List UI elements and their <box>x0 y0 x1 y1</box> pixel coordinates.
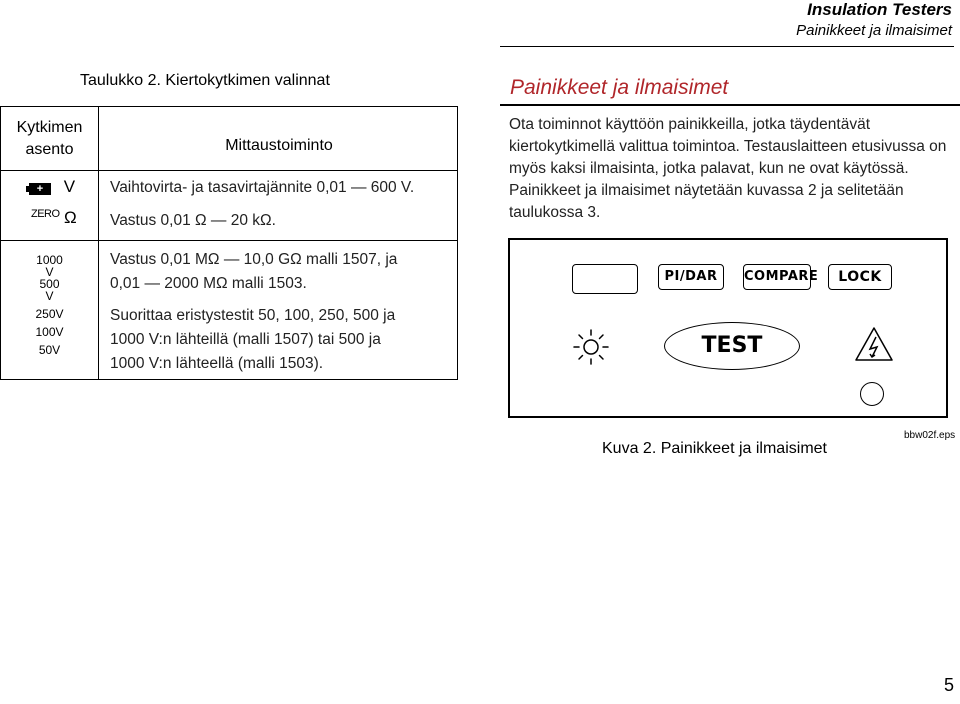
range-unit: V <box>45 289 54 303</box>
compare-button: COMPARE <box>743 264 811 290</box>
test-button: TEST <box>664 322 800 370</box>
table-row-divider <box>1 240 457 241</box>
table-header-divider <box>1 170 457 171</box>
pi-dar-button: PI/DAR <box>658 264 724 290</box>
running-header-subtitle: Painikkeet ja ilmaisimet <box>796 22 952 39</box>
zero-label: ZERO <box>31 208 60 220</box>
range-1000v: 1000 <box>36 253 63 267</box>
range-50v: 50V <box>38 343 61 357</box>
switch-settings-table <box>0 106 458 380</box>
running-header-title: Insulation Testers <box>807 0 952 19</box>
section-paragraph: Ota toiminnot käyttöön painikkeilla, jotka täydentävät kiertokytkimellä valittua toimintoa. Testauslaitteen etusivussa on myös kaksi ilmaisinta, jotka palavat, kun ne ovat käytössä. Painikkeet ja ilmaisimet näytetään kuvassa 2 ja selitetään taulukossa 3. <box>509 116 947 221</box>
section-divider <box>500 104 960 106</box>
front-panel-figure <box>508 238 948 418</box>
table-row <box>31 208 77 228</box>
row-function-text: Vastus 0,01 MΩ — 10,0 GΩ malli 1507, ja <box>110 251 398 268</box>
high-voltage-warning-icon <box>854 326 894 362</box>
table-row <box>29 177 75 197</box>
range-100v: 100V <box>35 325 64 339</box>
table-row <box>11 253 88 358</box>
header-divider <box>500 46 954 47</box>
range-500v: 500 <box>39 277 60 291</box>
row-function-text: Suorittaa eristystestit 50, 100, 250, 500 ja <box>110 307 396 324</box>
indicator-light <box>860 382 884 406</box>
table-caption: Taulukko 2. Kiertokytkimen valinnat <box>80 72 330 89</box>
figure-caption: Kuva 2. Painikkeet ja ilmaisimet <box>602 440 827 457</box>
column-header-position: Kytkimen asento <box>16 119 83 158</box>
blank-button <box>572 264 638 294</box>
row-function-text: Vaihtovirta- ja tasavirtajännite 0,01 — 600 V. <box>110 179 415 196</box>
row-function-text: 1000 V:n lähteellä (malli 1503). <box>110 355 324 372</box>
row-function-text: 1000 V:n lähteillä (malli 1507) tai 500 ja <box>110 331 381 348</box>
battery-icon: + <box>29 183 51 195</box>
section-title: Painikkeet ja ilmaisimet <box>510 76 729 99</box>
column-header-function: Mittaustoiminto <box>225 137 333 154</box>
ohm-symbol: Ω <box>64 208 77 227</box>
row-function-text: 0,01 — 2000 MΩ malli 1503. <box>110 275 307 292</box>
position-symbol-volts: V <box>63 177 76 196</box>
row-function-text: Vastus 0,01 Ω — 20 kΩ. <box>110 212 276 229</box>
range-250v: 250V <box>35 307 64 321</box>
lock-button: LOCK <box>828 264 892 290</box>
range-unit: V <box>45 265 54 279</box>
page-number: 5 <box>943 675 954 695</box>
figure-filename: bbw02f.eps <box>904 430 956 441</box>
backlight-icon <box>572 328 610 366</box>
